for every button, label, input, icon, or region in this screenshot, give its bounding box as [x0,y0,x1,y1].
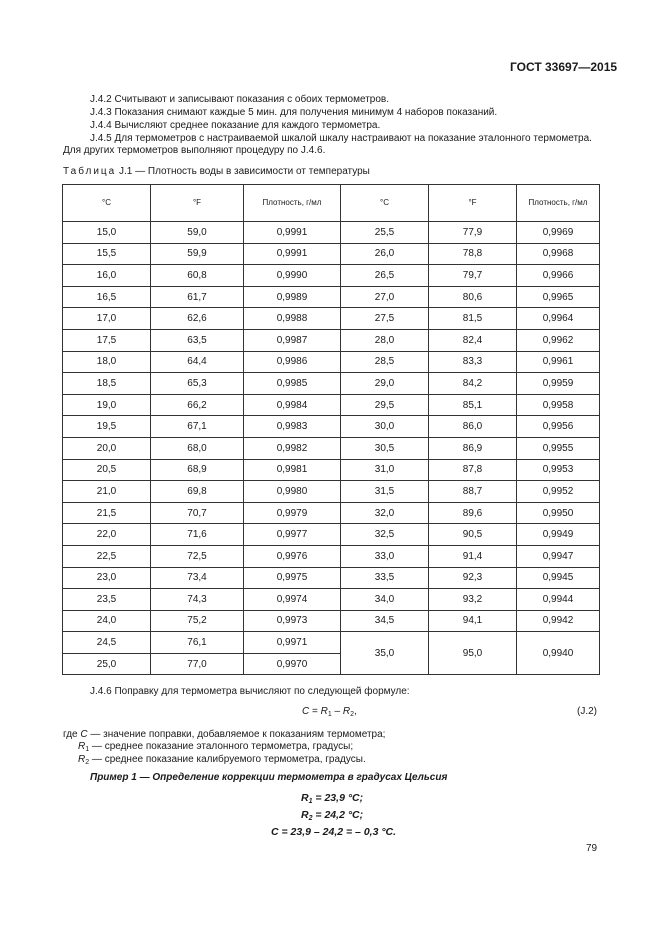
document-code: ГОСТ 33697—2015 [510,60,618,74]
table-cell: 94,1 [429,610,517,632]
table-cell: 65,3 [151,373,244,395]
legend-r2-symbol: R [78,754,86,765]
example-title: Пример 1 — Определение коррекции термометра в градусах Цельсия [90,772,448,783]
table-cell: 25,0 [63,653,151,675]
table-cell: 86,0 [429,416,517,438]
table-cell: 20,5 [63,459,151,481]
table-cell: 61,7 [151,286,244,308]
table-cell: 90,5 [429,524,517,546]
legend-c [63,729,385,740]
table-cell: 0,9989 [244,286,341,308]
table-cell: 77,9 [429,222,517,244]
table-row [63,437,600,459]
table-cell: 59,0 [151,222,244,244]
table-caption [63,166,370,177]
table-cell: 23,0 [63,567,151,589]
table-cell: 0,9959 [517,373,600,395]
table-cell: 60,8 [151,265,244,287]
table-cell: 78,8 [429,243,517,265]
table-row [63,416,600,438]
table-cell: 31,0 [341,459,429,481]
paragraph-j44: J.4.4 Вычисляют среднее показание для каждого термометра. [90,120,381,131]
table-cell: 0,9971 [244,632,341,654]
table-cell: 35,0 [341,632,429,675]
table-cell: 91,4 [429,545,517,567]
paragraph-j42: J.4.2 Считывают и записывают показания с обоих термометров. [90,94,390,105]
table-row [63,329,600,351]
table-row [63,502,600,524]
table-cell: 0,9947 [517,545,600,567]
table-cell: 24,0 [63,610,151,632]
example-r1-value: = 23,9 °C; [312,792,364,804]
legend-r1 [78,741,353,753]
table-row [63,394,600,416]
table-cell: 0,9970 [244,653,341,675]
table-cell: 0,9985 [244,373,341,395]
paragraph-j45-cont: Для других термометров выполняют процедуру по J.4.6. [63,145,326,156]
page-number: 79 [586,843,598,854]
legend-r2-sub: 2 [85,759,90,766]
legend-c-symbol: C [80,729,88,740]
table-cell: 18,0 [63,351,151,373]
table-cell: 32,5 [341,524,429,546]
table-cell: 68,0 [151,437,244,459]
table-cell: 21,5 [63,502,151,524]
table-cell: 0,9950 [517,502,600,524]
table-row [63,308,600,330]
table-cell: 74,3 [151,589,244,611]
table-cell: 19,0 [63,394,151,416]
table-cell: 21,0 [63,481,151,503]
table-cell: 0,9988 [244,308,341,330]
table-cell: 76,1 [151,632,244,654]
table-cell: 68,9 [151,459,244,481]
table-cell: 0,9942 [517,610,600,632]
table-cell: 0,9949 [517,524,600,546]
table-cell: 34,5 [341,610,429,632]
table-row [63,545,600,567]
table-cell: 0,9974 [244,589,341,611]
table-cell: 0,9956 [517,416,600,438]
table-cell: 0,9973 [244,610,341,632]
table-cell: 0,9975 [244,567,341,589]
table-cell: 26,0 [341,243,429,265]
table-body [63,222,600,675]
table-cell: 0,9969 [517,222,600,244]
table-row [63,351,600,373]
column-header: °F [151,185,244,222]
table-row [63,222,600,244]
table-cell: 33,5 [341,567,429,589]
density-table [62,184,600,675]
table-cell: 0,9986 [244,351,341,373]
table-cell: 25,5 [341,222,429,244]
table-cell: 15,5 [63,243,151,265]
table-cell: 0,9962 [517,329,600,351]
table-cell: 29,0 [341,373,429,395]
table-row [63,524,600,546]
legend-where: где [63,729,78,740]
table-cell: 81,5 [429,308,517,330]
table-cell: 27,5 [341,308,429,330]
table-cell: 89,6 [429,502,517,524]
table-cell: 28,0 [341,329,429,351]
table-cell: 93,2 [429,589,517,611]
paragraph-j43: J.4.3 Показания снимают каждые 5 мин. для получения минимум 4 наборов показаний. [90,107,498,118]
table-row [63,481,600,503]
table-cell: 82,4 [429,329,517,351]
table-cell: 0,9991 [244,243,341,265]
table-cell: 69,8 [151,481,244,503]
table-cell: 0,9961 [517,351,600,373]
table-cell: 87,8 [429,459,517,481]
table-cell: 0,9955 [517,437,600,459]
table-cell: 0,9982 [244,437,341,459]
table-cell: 31,5 [341,481,429,503]
table-cell: 0,9953 [517,459,600,481]
table-cell: 17,0 [63,308,151,330]
table-cell: 0,9945 [517,567,600,589]
table-row [63,589,600,611]
formula-sub2: 2 [350,711,355,718]
legend-r1-sub: 1 [85,746,90,753]
table-cell: 33,0 [341,545,429,567]
table-cell: 29,5 [341,394,429,416]
example-line-3: C = 23,9 – 24,2 = – 0,3 °C. [271,826,397,838]
table-cell: 30,5 [341,437,429,459]
table-cell: 28,5 [341,351,429,373]
table-row [63,567,600,589]
table-caption-text: J.1 — Плотность воды в зависимости от температуры [116,166,370,177]
column-header: °F [429,185,517,222]
table-cell: 0,9976 [244,545,341,567]
table-cell: 17,5 [63,329,151,351]
table-cell: 59,9 [151,243,244,265]
table-row [63,459,600,481]
table-cell: 0,9981 [244,459,341,481]
table-cell: 62,6 [151,308,244,330]
table-cell: 0,9983 [244,416,341,438]
table-header-row [63,185,600,222]
table-cell: 63,5 [151,329,244,351]
table-row [63,373,600,395]
table-row [63,265,600,287]
table-cell: 70,7 [151,502,244,524]
table-row [63,243,600,265]
example-line-2 [301,809,363,822]
table-cell: 86,9 [429,437,517,459]
legend-r2 [78,754,366,766]
legend-c-text: — значение поправки, добавляемое к показаниям термометра; [87,729,386,740]
table-cell: 83,3 [429,351,517,373]
table-cell: 0,9977 [244,524,341,546]
table-cell: 0,9968 [517,243,600,265]
table-cell: 19,5 [63,416,151,438]
paragraph-j45: J.4.5 Для термометров с настраиваемой шкалой шкалу настраивают на показание эталонного термометра. [90,133,592,144]
table-cell: 20,0 [63,437,151,459]
table-cell: 71,6 [151,524,244,546]
table-cell: 0,9984 [244,394,341,416]
formula-c: C [302,706,310,717]
table-cell: 0,9952 [517,481,600,503]
column-header: Плотность, г/мл [517,185,600,222]
table-cell: 64,4 [151,351,244,373]
table-cell: 0,9979 [244,502,341,524]
table-cell: 16,0 [63,265,151,287]
example-line-1 [301,792,363,805]
table-cell: 0,9964 [517,308,600,330]
table-row [63,610,600,632]
table-cell: 0,9966 [517,265,600,287]
table-cell: 23,5 [63,589,151,611]
table-cell: 0,9944 [517,589,600,611]
table-cell: 0,9965 [517,286,600,308]
formula-sub1: 1 [327,711,332,718]
table-row [63,286,600,308]
legend-r2-text: — среднее показание калибруемого термометра, градусы. [89,754,366,765]
table-cell: 0,9987 [244,329,341,351]
table-cell: 24,5 [63,632,151,654]
example-r1-sub: 1 [308,798,313,805]
table-cell: 79,7 [429,265,517,287]
table-caption-prefix: Таблица [63,166,117,177]
table-cell: 32,0 [341,502,429,524]
legend-r1-symbol: R [78,741,86,752]
table-cell: 73,4 [151,567,244,589]
table-cell: 95,0 [429,632,517,675]
example-r1-symbol: R [301,792,309,804]
table-cell: 30,0 [341,416,429,438]
legend-r1-text: — среднее показание эталонного термометра, градусы; [89,741,354,752]
table-cell: 27,0 [341,286,429,308]
formula-minus: – [331,706,343,717]
table-cell: 75,2 [151,610,244,632]
example-r2-sub: 2 [308,815,313,822]
table-cell: 92,3 [429,567,517,589]
table-cell: 66,2 [151,394,244,416]
formula-comma: , [354,706,357,717]
table-cell: 80,6 [429,286,517,308]
table-cell: 0,9991 [244,222,341,244]
formula-equals: = [309,706,321,717]
column-header: °C [341,185,429,222]
table-cell: 22,0 [63,524,151,546]
table-cell: 0,9990 [244,265,341,287]
table-cell: 0,9980 [244,481,341,503]
column-header: °C [63,185,151,222]
table-cell: 85,1 [429,394,517,416]
table-cell: 15,0 [63,222,151,244]
table-cell: 34,0 [341,589,429,611]
table-cell: 88,7 [429,481,517,503]
table-cell: 16,5 [63,286,151,308]
table-cell: 84,2 [429,373,517,395]
formula-r1: R [320,706,328,717]
example-r2-value: = 24,2 °C; [312,809,364,821]
formula [302,706,357,718]
table-cell: 0,9940 [517,632,600,675]
table-cell: 18,5 [63,373,151,395]
table-cell: 77,0 [151,653,244,675]
formula-number: (J.2) [577,706,597,717]
table-cell: 26,5 [341,265,429,287]
table-row [63,632,600,654]
table-cell: 67,1 [151,416,244,438]
table-cell: 72,5 [151,545,244,567]
example-r2-symbol: R [301,809,309,821]
table-cell: 22,5 [63,545,151,567]
formula-intro: J.4.6 Поправку для термометра вычисляют по следующей формуле: [90,686,410,697]
table-cell: 0,9958 [517,394,600,416]
column-header: Плотность, г/мл [244,185,341,222]
formula-r2: R [342,706,351,717]
